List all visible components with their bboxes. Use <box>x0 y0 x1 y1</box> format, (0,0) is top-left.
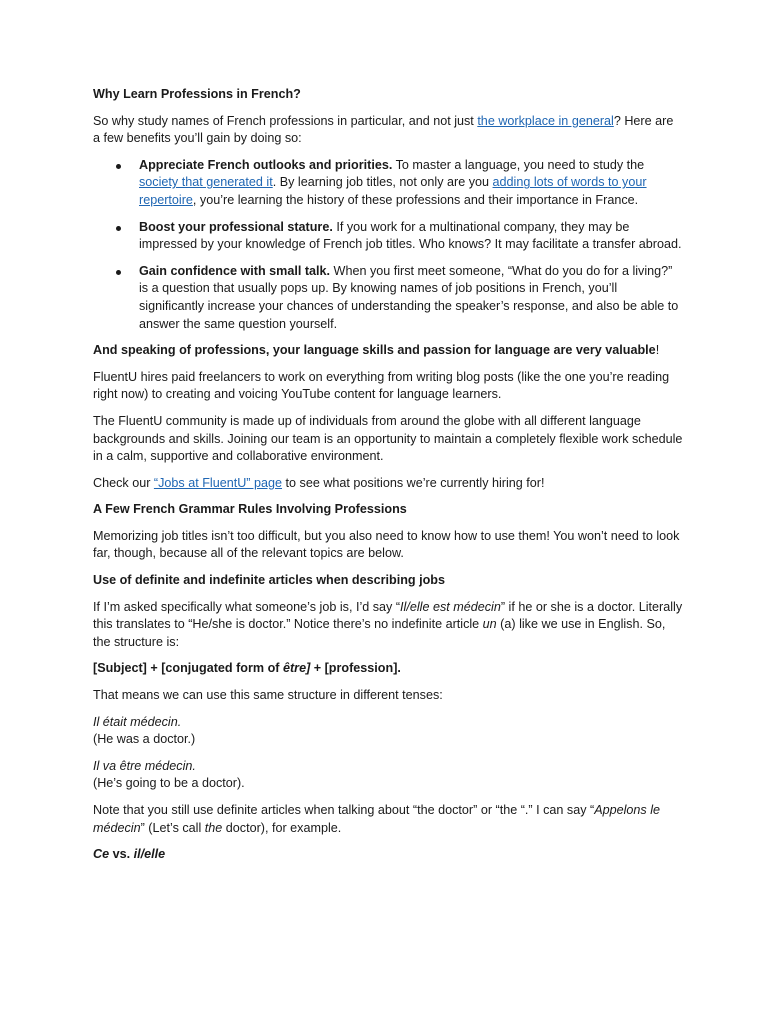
text-run: When you first meet someone, “What do you do for a living?” is a question that usually pops up. By knowing names of job positions in French, you’ll significantly increase your chances of understanding the speaker’s response, and also be able to answer the same question yourself. <box>139 263 679 331</box>
text-run: ? Here are a few benefits you’ll gain by doing so: <box>93 113 674 146</box>
text-run: And speaking of professions, your language skills and passion for language are very valuable <box>93 343 656 358</box>
speaking-paragraph <box>93 342 683 360</box>
example-french: Il va être médecin. <box>93 758 196 773</box>
example-1 <box>93 714 683 749</box>
bullet-lead: Gain confidence with small talk. <box>139 263 331 278</box>
memorizing-paragraph: Memorizing job titles isn’t too difficult, but you also need to know how to use them! You won’t need to look far, though, because all of the relevant topics are below. <box>93 528 680 561</box>
text-run: So why study names of French professions in particular, and not just <box>93 113 478 128</box>
community-paragraph: The FluentU community is made up of individuals from around the globe with all different language backgrounds and skills. Joining our team is an opportunity to maintain a completely flexible work schedule in a calm, supportive and collaborative environment. <box>93 413 683 464</box>
text-run: être] <box>282 661 311 676</box>
text-run: + [profession]. <box>310 661 401 676</box>
example-2 <box>93 758 683 793</box>
benefits-list <box>93 157 683 333</box>
text-run: il/elle <box>133 847 166 862</box>
text-run: (a) like we use in English. So, the structure is: <box>93 617 666 649</box>
text-run: Note that you still use definite articles when talking about “the doctor” or “the “.” I can say “ <box>93 803 595 817</box>
example-french: Il était médecin. <box>93 714 182 729</box>
text-run: ” (Let’s call <box>140 820 205 835</box>
list-item <box>93 219 683 254</box>
section-heading-ce-vs-il <box>93 846 683 864</box>
text-run: If you work for a multinational company, they may be impressed by your knowledge of French job titles. Who knows? It may facilitate a transfer abroad. <box>139 219 682 252</box>
text-run: ” if he or she is a doctor. Literally this translates to “He/she is doctor.” Notice there’s no indefinite article <box>93 599 683 632</box>
text-run: un <box>482 617 497 632</box>
text-run: Il/elle est médecin <box>400 599 501 614</box>
bullet-lead: Boost your professional stature. <box>139 219 333 234</box>
example-english: (He’s going to be a doctor). <box>93 776 245 791</box>
bullet-lead: Appreciate French outlooks and priorities. <box>139 157 393 172</box>
hires-paragraph: FluentU hires paid freelancers to work on everything from writing blog posts (like the one you’re reading right now) to creating and voicing YouTube content for language learners. <box>93 369 670 402</box>
text-run: vs. <box>109 847 134 862</box>
text-run: ! <box>655 343 660 358</box>
text-run: Check our <box>93 475 154 490</box>
link-jobs-at-fluentu[interactable]: “Jobs at FluentU” page <box>153 475 283 490</box>
if-asked-paragraph <box>93 599 683 652</box>
list-item <box>93 157 683 210</box>
check-paragraph <box>93 475 683 493</box>
bullet-icon <box>116 226 121 231</box>
bullet-icon <box>116 164 121 169</box>
example-english: (He was a doctor.) <box>93 732 196 747</box>
structure-formula <box>93 660 683 678</box>
text-run: To master a language, you need to study the <box>392 157 645 172</box>
text-run: . By learning job titles, not only are you <box>272 175 493 190</box>
text-run: doctor), for example. <box>222 820 342 835</box>
text-run: the <box>204 820 223 835</box>
text-run: Appelons le médecin <box>93 803 661 835</box>
bullet-icon <box>116 270 121 275</box>
note-paragraph <box>93 802 683 837</box>
text-run: , you’re learning the history of these professions and their importance in France. <box>192 192 639 207</box>
text-run: If I’m asked specifically what someone’s job is, I’d say “ <box>93 599 401 614</box>
link-society-that-generated-it[interactable]: society that generated it <box>139 175 273 190</box>
text-run: [Subject] + [conjugated form of <box>93 661 283 676</box>
section-heading-why: Why Learn Professions in French? <box>93 87 301 101</box>
means-paragraph: That means we can use this same structure in different tenses: <box>93 688 443 703</box>
list-item <box>93 263 683 333</box>
text-run: Ce <box>93 847 110 862</box>
document-body <box>93 86 683 873</box>
link-adding-lots-of-words[interactable]: adding lots of words to your repertoire <box>139 175 647 207</box>
link-workplace-in-general[interactable]: the workplace in general <box>477 113 614 128</box>
section-heading-grammar: A Few French Grammar Rules Involving Professions <box>93 502 407 517</box>
text-run: to see what positions we’re currently hiring for! <box>282 475 545 490</box>
intro-paragraph <box>93 113 683 148</box>
section-heading-articles: Use of definite and indefinite articles when describing jobs <box>93 573 445 588</box>
